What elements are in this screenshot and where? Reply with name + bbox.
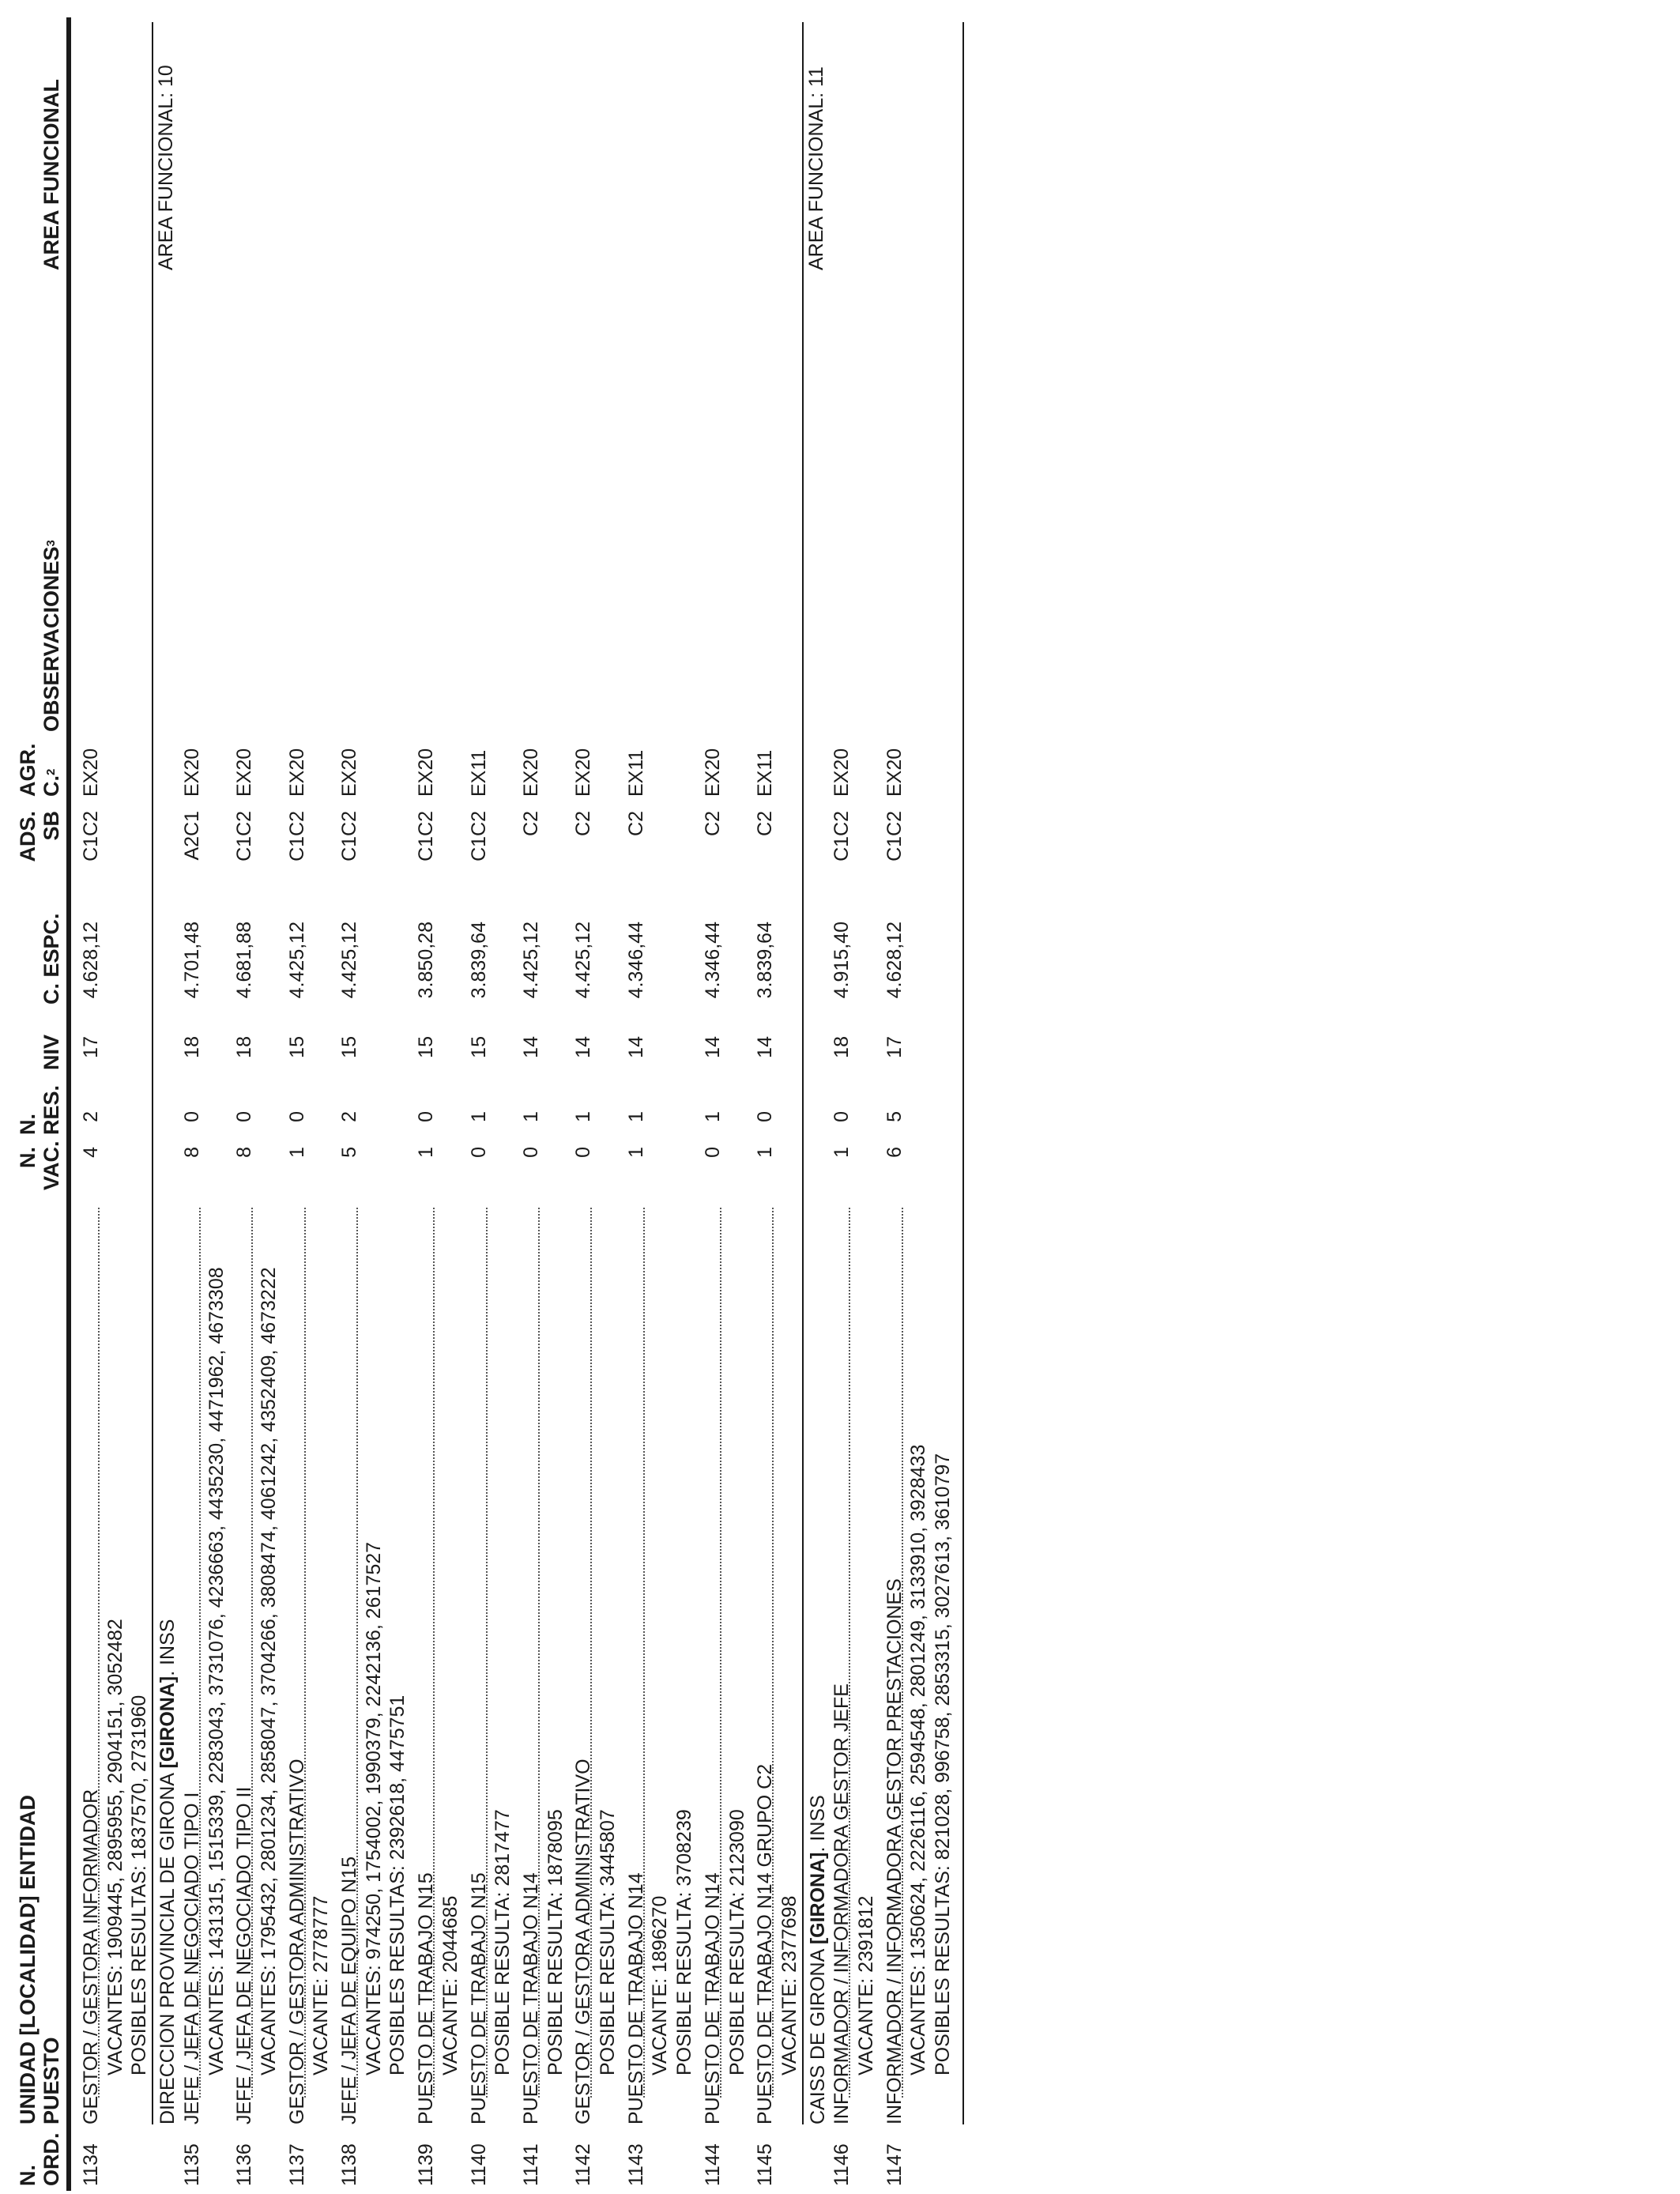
row-niv: 15 [285,1036,308,1058]
row-ord: 1144 [701,2143,724,2186]
section-entity: . INSS [806,1795,829,1853]
row-n-res: 0 [754,1111,777,1122]
row-niv: 15 [338,1036,360,1058]
row-n-vac: 0 [519,1147,542,1158]
dot-leader [304,1208,306,2098]
row-n-res: 0 [180,1111,203,1122]
row-n-res: 1 [467,1111,490,1122]
row-n-res: 5 [883,1111,906,1122]
row-c-espc: 4.628,12 [883,922,906,999]
row-n-res: 0 [831,1111,853,1122]
row-ord: 1139 [415,2143,438,2186]
header-n-vac: N. VAC. [16,1140,63,1190]
section-title [806,1795,830,2124]
section-title [156,1619,179,2124]
row-n-vac: 1 [415,1147,438,1158]
area-funcional-label: AREA FUNCIONAL: 11 [804,66,827,270]
row-c-espc: 3.839,64 [467,922,490,999]
area-funcional-label: AREA FUNCIONAL: 10 [155,65,178,270]
row-niv: 15 [415,1036,438,1058]
row-n-vac: 4 [80,1147,102,1158]
row-ord: 1145 [754,2143,777,2186]
dot-leader [98,1208,100,2098]
row-ord: 1146 [831,2143,853,2186]
row-ads-sb: C2 [572,811,595,836]
row-detail: POSIBLE RESULTA: 2123090 [725,1809,748,2075]
row-n-vac: 0 [467,1147,490,1158]
dot-leader [538,1208,540,2098]
row-ord: 1140 [467,2143,490,2186]
row-c-espc: 4.425,12 [519,922,542,999]
row-detail: VACANTE: 2044685 [439,1895,461,2075]
row-ads-sb: A2C1 [180,811,203,861]
row-n-res: 0 [233,1111,256,1122]
row-ads-sb: C2 [624,811,647,836]
row-puesto: JEFE / JEFA DE NEGOCIADO TIPO II [233,1786,256,2124]
row-n-vac: 8 [233,1147,256,1158]
row-puesto: PUESTO DE TRABAJO N15 [415,1872,438,2124]
header-observaciones: OBSERVACIONES$^3$ [40,540,63,732]
row-detail: POSIBLES RESULTAS: 1837570, 2731960 [128,1695,151,2075]
row-ads-sb: C1C2 [80,811,102,861]
row-c-espc: 4.346,44 [624,922,647,999]
dot-leader [356,1208,358,2098]
header-area-funcional: AREA FUNCIONAL [40,79,63,270]
row-detail: VACANTES: 1795432, 2801234, 2858047, 3704266, 3808474, 4061242, 4352409, 4673222 [257,1267,280,2075]
table-bottom-rule [962,22,964,2124]
row-agr-c: EX20 [883,748,906,797]
row-c-espc: 4.425,12 [572,922,595,999]
header-niv: NIV [40,1034,63,1070]
row-ads-sb: C1C2 [467,811,490,861]
row-agr-c: EX20 [519,748,542,797]
row-ads-sb: C1C2 [233,811,256,861]
section-title-text: CAISS DE GIRONA [806,1944,829,2124]
header-n-res: N. RES. [16,1084,63,1135]
row-n-vac: 0 [701,1147,724,1158]
dot-leader [590,1208,592,2098]
row-ads-sb: C1C2 [883,811,906,861]
section-locality: [GIRONA] [806,1852,829,1945]
row-niv: 14 [701,1036,724,1058]
row-puesto: JEFE / JEFA DE NEGOCIADO TIPO I [180,1792,203,2124]
row-agr-c: EX20 [572,748,595,797]
row-detail: VACANTE: 2391812 [855,1895,877,2075]
row-n-vac: 1 [754,1147,777,1158]
row-puesto: PUESTO DE TRABAJO N14 [519,1872,542,2124]
section-entity: . INSS [156,1619,179,1676]
dot-leader [199,1208,201,2098]
section-divider [152,22,153,2124]
observaciones-footnote-mark: 3 [44,540,58,547]
row-n-res: 1 [624,1111,647,1122]
row-ord: 1142 [572,2143,595,2186]
row-agr-c: EX20 [285,748,308,797]
header-ads-sb: ADS. SB [16,811,63,862]
row-puesto: GESTOR / GESTORA ADMINISTRATIVO [285,1759,308,2124]
row-ord: 1147 [883,2143,906,2186]
row-detail: VACANTES: 1909445, 2895955, 2904151, 3052482 [104,1619,126,2075]
row-detail: VACANTE: 2778777 [310,1895,333,2075]
section-locality: [GIRONA] [156,1676,179,1769]
row-n-res: 2 [338,1111,360,1122]
row-detail: POSIBLES RESULTAS: 2392618, 4475751 [386,1695,409,2075]
row-agr-c: EX20 [831,748,853,797]
row-ads-sb: C1C2 [831,811,853,861]
row-detail: VACANTES: 1431315, 1515339, 2283043, 3731076, 4236663, 4435230, 4471962, 4673308 [205,1267,228,2075]
row-c-espc: 4.425,12 [338,922,360,999]
row-n-vac: 5 [338,1147,360,1158]
header-agr-c: AGR. C.$^2$ [16,743,63,797]
row-c-espc: 3.839,64 [754,922,777,999]
row-ads-sb: C2 [754,811,777,836]
row-n-res: 2 [80,1111,102,1122]
dot-leader [720,1208,721,2098]
row-niv: 17 [883,1036,906,1058]
row-n-res: 1 [701,1111,724,1122]
row-niv: 17 [80,1036,102,1058]
row-niv: 15 [467,1036,490,1058]
row-puesto: INFORMADOR / INFORMADORA GESTOR PRESTACIONES [883,1578,906,2124]
row-niv: 14 [754,1036,777,1058]
row-c-espc: 4.701,48 [180,922,203,999]
dot-leader [643,1208,645,2098]
dot-leader [772,1208,774,2098]
row-c-espc: 4.425,12 [285,922,308,999]
row-puesto: GESTOR / GESTORA INFORMADOR [80,1789,102,2124]
row-ord: 1136 [233,2143,256,2186]
row-agr-c: EX20 [338,748,360,797]
row-agr-c: EX20 [701,748,724,797]
row-agr-c: EX11 [754,749,777,797]
row-n-vac: 6 [883,1147,906,1158]
section-title-text: DIRECCION PROVINCIAL DE GIRONA [156,1768,179,2124]
row-niv: 14 [572,1036,595,1058]
row-n-res: 1 [572,1111,595,1122]
row-puesto: PUESTO DE TRABAJO N14 [701,1872,724,2124]
row-detail: POSIBLE RESULTA: 3708239 [673,1809,696,2075]
row-ord: 1134 [80,2143,102,2186]
row-ord: 1135 [180,2143,203,2186]
row-ads-sb: C1C2 [285,811,308,861]
row-niv: 18 [233,1036,256,1058]
row-c-espc: 4.915,40 [831,922,853,999]
row-detail: VACANTES: 1350624, 2226116, 2594548, 2801249, 3133910, 3928433 [907,1444,930,2075]
row-puesto: GESTOR / GESTORA ADMINISTRATIVO [572,1759,595,2124]
row-ord: 1138 [338,2143,360,2186]
row-puesto: PUESTO DE TRABAJO N15 [467,1872,490,2124]
row-niv: 18 [831,1036,853,1058]
row-n-res: 0 [415,1111,438,1122]
row-puesto: INFORMADOR / INFORMADORA GESTOR JEFE [831,1683,853,2124]
row-agr-c: EX20 [180,748,203,797]
row-n-vac: 0 [572,1147,595,1158]
row-niv: 14 [624,1036,647,1058]
row-detail: POSIBLES RESULTAS: 821028, 996758, 2853315, 3027613, 3610797 [932,1453,955,2075]
row-agr-c: EX20 [415,748,438,797]
row-puesto: PUESTO DE TRABAJO N14 [624,1872,647,2124]
row-n-vac: 1 [831,1147,853,1158]
row-c-espc: 4.628,12 [80,922,102,999]
row-puesto: PUESTO DE TRABAJO N14 GRUPO C2 [754,1763,777,2124]
dot-leader [486,1208,488,2098]
row-agr-c: EX20 [233,748,256,797]
row-c-espc: 4.681,88 [233,922,256,999]
row-n-vac: 1 [624,1147,647,1158]
header-c-espc: C. ESPC. [40,913,63,1005]
row-detail: VACANTE: 1896270 [649,1895,672,2075]
row-detail: VACANTES: 974250, 1754002, 1990379, 2242136, 2617527 [362,1541,385,2075]
row-n-res: 1 [519,1111,542,1122]
row-detail: VACANTE: 2377698 [778,1895,800,2075]
row-niv: 14 [519,1036,542,1058]
row-detail: POSIBLE RESULTA: 2817477 [492,1809,514,2075]
row-detail: POSIBLE RESULTA: 1878095 [544,1809,567,2075]
row-c-espc: 4.346,44 [701,922,724,999]
row-agr-c: EX20 [80,748,102,797]
row-ord: 1141 [519,2143,542,2186]
row-ads-sb: C2 [701,811,724,836]
dot-leader [902,1208,903,2098]
header-unidad: UNIDAD [LOCALIDAD] ENTIDAD PUESTO [16,1795,63,2124]
header-n-ord: N. ORD. [16,2132,63,2186]
row-ord: 1143 [624,2143,647,2186]
section-divider [802,22,804,2124]
row-ads-sb: C1C2 [415,811,438,861]
row-n-vac: 8 [180,1147,203,1158]
dot-leader [251,1208,253,2098]
row-n-res: 0 [285,1111,308,1122]
header-rule [66,17,71,2191]
row-niv: 18 [180,1036,203,1058]
dot-leader [849,1208,850,2098]
row-agr-c: EX11 [467,749,490,797]
row-ord: 1137 [285,2143,308,2186]
row-agr-c: EX11 [624,749,647,797]
row-c-espc: 3.850,28 [415,922,438,999]
row-detail: POSIBLE RESULTA: 3445807 [597,1809,619,2075]
dot-leader [433,1208,435,2098]
agr-footnote-mark: 2 [44,768,58,775]
row-ads-sb: C2 [519,811,542,836]
row-puesto: JEFE / JEFA DE EQUIPO N15 [338,1857,360,2124]
row-ads-sb: C1C2 [338,811,360,861]
row-n-vac: 1 [285,1147,308,1158]
